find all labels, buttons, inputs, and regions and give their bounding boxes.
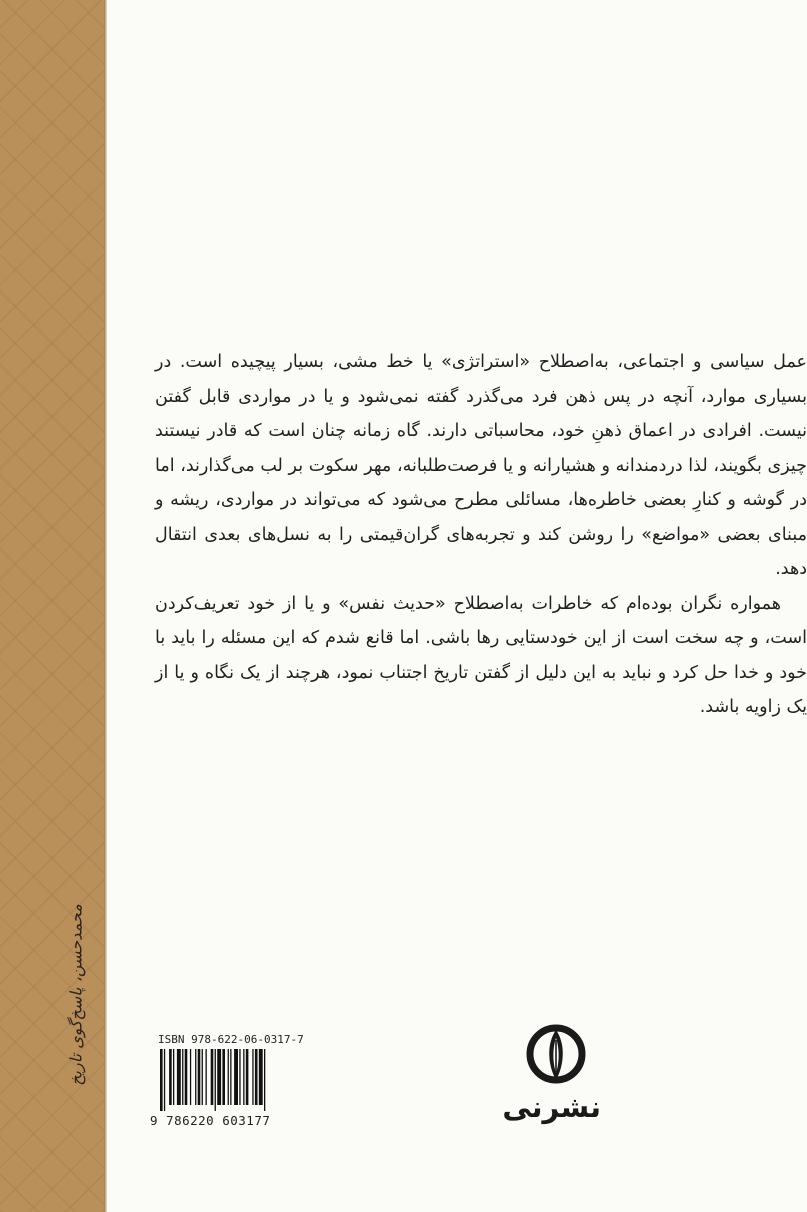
spine-signature: محمدحسن، پاسخ‌گوی تاریخ [66,904,86,1086]
isbn-barcode [150,1033,304,1131]
publisher-name: نشرنی [502,1090,601,1124]
isbn-label: ISBN 978-622-06-0317-7 [158,1033,304,1046]
nashr-ney-reed-logo-icon [511,1020,601,1092]
spine-edge [104,0,107,1212]
isbn-digits: 9 786220 603177 [150,1113,271,1128]
blurb-paragraph-2: همواره نگران بوده‌ام که خاطرات به‌اصطلاح «حدیث نفس» و یا از خود تعریف‌کردن است، و چه سخت است از این خودستایی رها باشی. اما قانع شدم که این مسئله را باید با خود و خدا حل کرد و نباید به این دلیل از گفتن تاریخ اجتناب نمود، هرچند از یک نگاه و یا از یک زاویه باشد. [155,593,807,717]
back-cover-blurb [155,345,807,725]
blurb-paragraph-1: عمل سیاسی و اجتماعی، به‌اصطلاح «استراتژی» یا خط مشی، بسیار پیچیده است. در بسیاری موارد، آنچه در پس ذهن فرد می‌گذرد گفته نمی‌شود و یا در مواردی قابل گفتن نیست. افرادی در اعماق ذهنِ خود، محاسباتی دارند. گاه زمانه چنان است که قادر نیستند چیزی بگویند، لذا دردمندانه و هشیارانه و یا فرصت‌طلبانه، مهر سکوت بر لب می‌گذارند، اما در گوشه و کنارِ بعضی خاطره‌ها، مسائلی مطرح می‌شود که می‌تواند در مواردی، ریشه و مبنای بعضی «مواضع» را روشن کند و تجربه‌های گران‌قیمتی را به نسل‌های بعدی انتقال دهد. [155,352,807,579]
book-spine-strip [0,0,104,1212]
barcode-bars [158,1049,294,1111]
